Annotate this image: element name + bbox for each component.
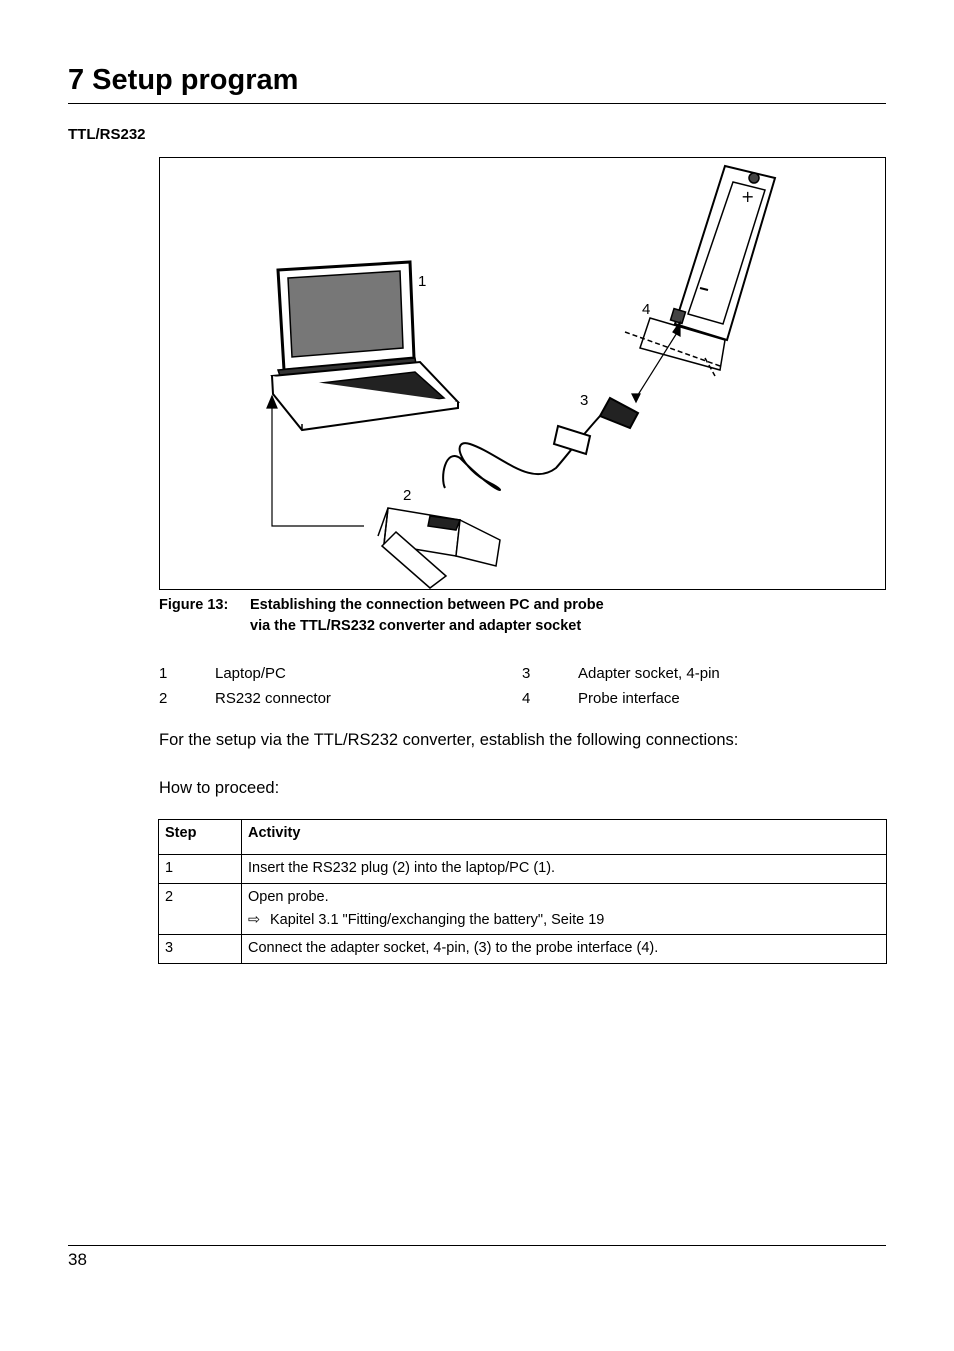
table-row xyxy=(159,884,887,935)
legend-label-4: Probe interface xyxy=(578,690,680,707)
table-header-row xyxy=(159,820,887,855)
reference-link[interactable]: Kapitel 3.1 "Fitting/exchanging the battery", Seite 19 xyxy=(270,912,605,928)
header-step: Step xyxy=(159,820,242,855)
callout-4: 4 xyxy=(642,301,651,318)
step-activity: Open probe. xyxy=(248,889,329,905)
callout-3: 3 xyxy=(580,392,589,409)
table-row xyxy=(159,855,887,884)
laptop-illustration xyxy=(272,262,458,430)
page-number: 38 xyxy=(68,1250,87,1269)
legend-label-1: Laptop/PC xyxy=(215,665,286,682)
step-activity: Connect the adapter socket, 4-pin, (3) to the probe interface (4). xyxy=(242,935,887,964)
callout-1: 1 xyxy=(418,273,427,290)
legend-number-4: 4 xyxy=(522,690,531,707)
rs232-connector-illustration xyxy=(378,508,500,588)
figure-caption-label: Figure 13: xyxy=(159,597,229,613)
callout-2: 2 xyxy=(403,487,412,504)
section-heading: TTL/RS232 xyxy=(68,126,146,143)
svg-text:+: + xyxy=(741,187,755,206)
footer-divider xyxy=(68,1245,886,1246)
legend-number-2: 2 xyxy=(159,690,168,707)
hollow-right-arrow-icon: ⇨ xyxy=(248,912,261,928)
figure-frame xyxy=(159,157,886,590)
step-number: 1 xyxy=(159,855,242,884)
chapter-title: 7 Setup program xyxy=(68,64,299,96)
step-activity: Insert the RS232 plug (2) into the laptop/PC (1). xyxy=(242,855,887,884)
intro-paragraph: For the setup via the TTL/RS232 converter, establish the following connections: xyxy=(159,731,739,749)
steps-table xyxy=(158,819,887,964)
cross-reference xyxy=(248,912,880,928)
cable-illustration xyxy=(443,398,638,490)
legend-number-3: 3 xyxy=(522,665,531,682)
title-divider xyxy=(68,103,886,104)
step-number: 3 xyxy=(159,935,242,964)
table-row xyxy=(159,935,887,964)
legend-label-3: Adapter socket, 4-pin xyxy=(578,665,720,682)
step-activity-cell xyxy=(242,884,887,935)
legend-label-2: RS232 connector xyxy=(215,690,331,707)
step-number: 2 xyxy=(159,884,242,935)
legend-number-1: 1 xyxy=(159,665,168,682)
figure-caption-line1: Establishing the connection between PC and probe xyxy=(250,597,604,613)
header-activity: Activity xyxy=(242,820,887,855)
figure-caption-line2: via the TTL/RS232 converter and adapter socket xyxy=(250,618,582,634)
how-to-proceed: How to proceed: xyxy=(159,779,280,797)
probe-illustration xyxy=(625,166,775,376)
connection-diagram xyxy=(160,158,885,589)
